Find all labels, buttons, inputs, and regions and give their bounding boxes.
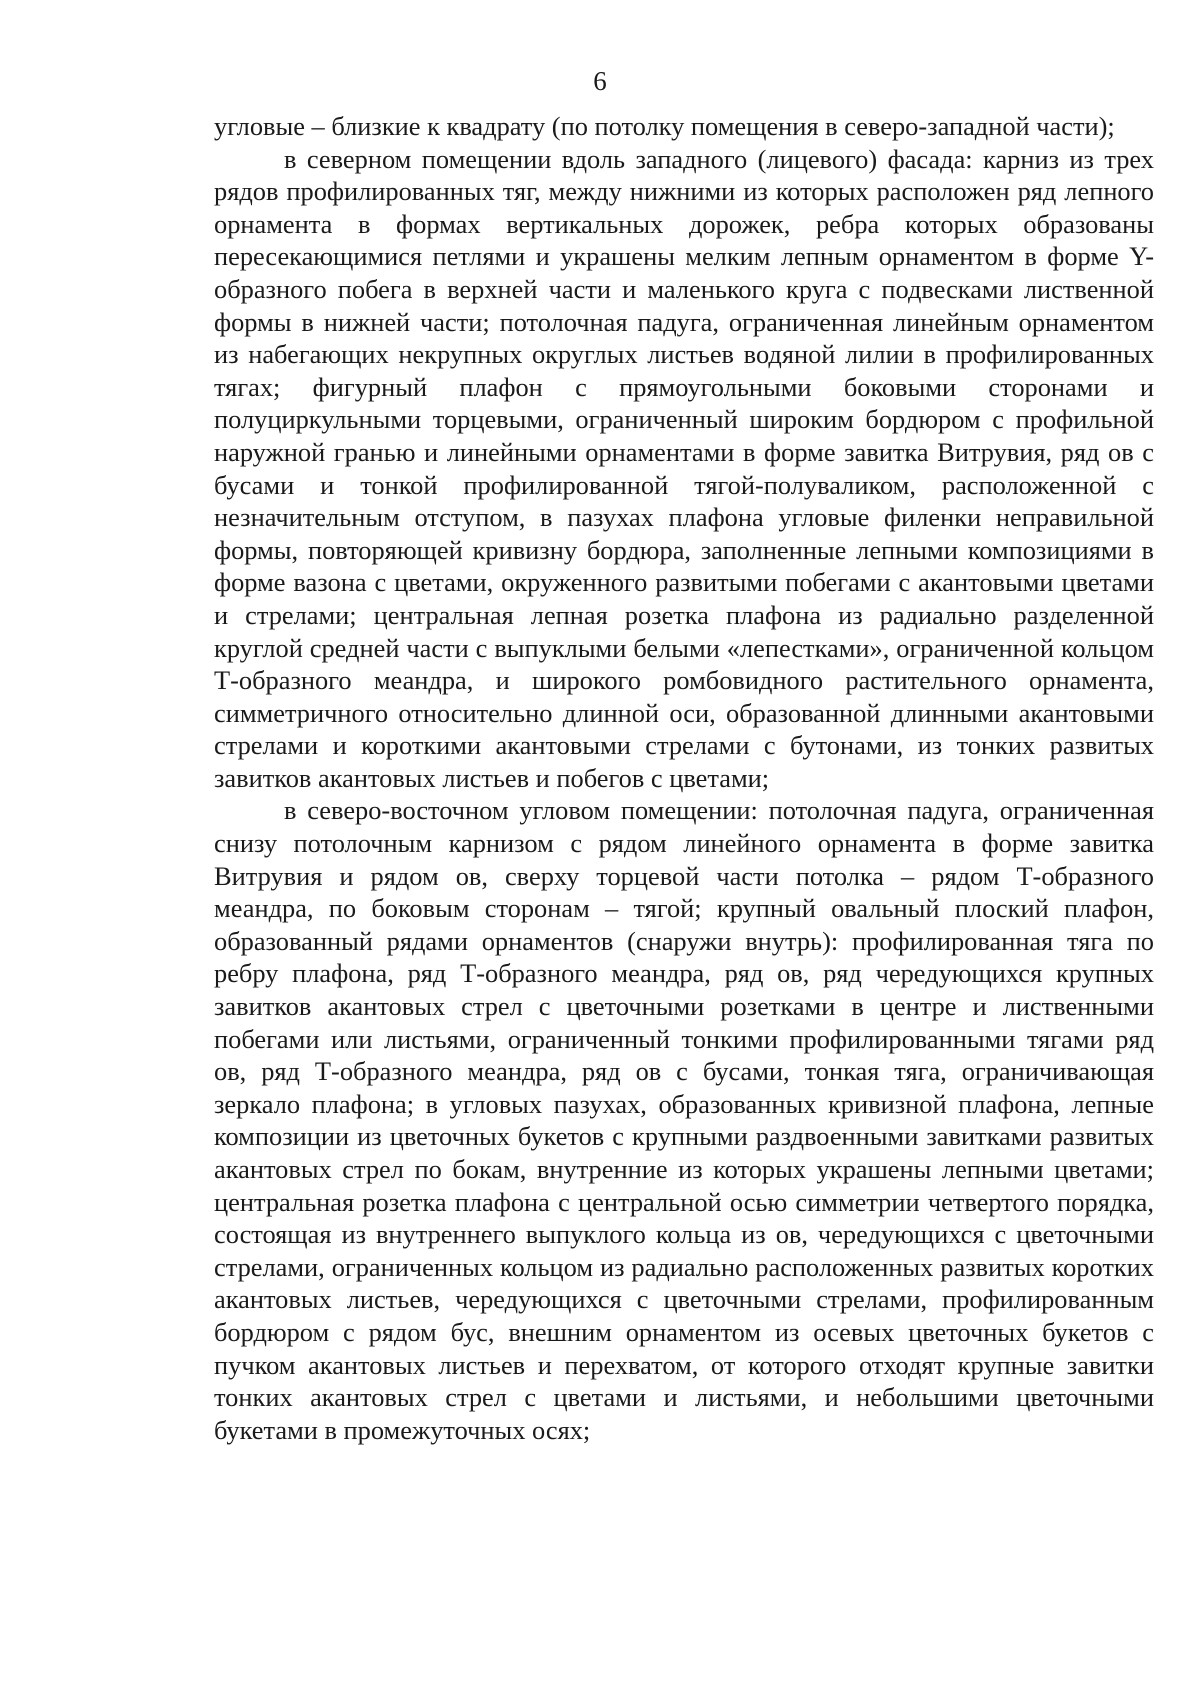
document-body bbox=[214, 110, 1154, 1446]
paragraph-northern-room: в северном помещении вдоль западного (лицевого) фасада: карниз из трех рядов профилированных тяг, между нижними из которых расположен ряд лепного орнамента в формах вертикальных дорожек, ребра которых образованы пересекающимися петлями и украшены мелким лепным орнаментом в форме Y-образного побега в верхней части и маленького круга с подвесками лиственной формы в нижней части; потолочная падуга, ограниченная линейным орнаментом из набегающих некрупных округлых листьев водяной лилии в профилированных тягах; фигурный плафон с прямоугольными боковыми сторонами и полуциркульными торцевыми, ограниченный широким бордюром с профильной наружной гранью и линейными орнаментами в форме завитка Витрувия, ряд ов с бусами и тонкой профилированной тягой-полуваликом, расположенной с незначительным отступом, в пазухах плафона угловые филенки неправильной формы, повторяющей кривизну бордюра, заполненные лепными композициями в форме вазона с цветами, окруженного развитыми побегами с акантовыми цветами и стрелами; центральная лепная розетка плафона из радиально разделенной круглой средней части с выпуклыми белыми «лепестками», ограниченной кольцом Т-образного меандра, и широкого ромбовидного растительного орнамента, симметричного относительно длинной оси, образованной длинными акантовыми стрелами и короткими акантовыми стрелами с бутонами, из тонких развитых завитков акантовых листьев и побегов с цветами; bbox=[214, 143, 1154, 793]
page-number: 6 bbox=[593, 66, 607, 96]
paragraph-continuation: угловые – близкие к квадрату (по потолку помещения в северо-западной части); bbox=[214, 111, 1115, 141]
paragraph-northeast-corner-room: в северо-восточном угловом помещении: потолочная падуга, ограниченная снизу потолочным карнизом с рядом линейного орнамента в форме завитка Витрувия и рядом ов, сверху торцевой части потолка – рядом Т-образного меандра, по боковым сторонам – тягой; крупный овальный плоский плафон, образованный рядами орнаментов (снаружи внутрь): профилированная тяга по ребру плафона, ряд Т-образного меандра, ряд ов, ряд чередующихся крупных завитков акантовых стрел с цветочными розетками в центре и лиственными побегами или листьями, ограниченный тонкими профилированными тягами ряд ов, ряд Т-образного меандра, ряд ов с бусами, тонкая тяга, ограничивающая зеркало плафона; в угловых пазухах, образованных кривизной плафона, лепные композиции из цветочных букетов с крупными раздвоенными завитками развитых акантовых стрел по бокам, внутренние из которых украшены лепными цветами; центральная розетка плафона с центральной осью симметрии четвертого порядка, состоящая из внутреннего выпуклого кольца из ов, чередующихся с цветочными стрелами, ограниченных кольцом из радиально расположенных развитых коротких акантовых листьев, чередующихся с цветочными стрелами, профилированным бордюром с рядом бус, внешним орнаментом из осевых цветочных букетов с пучком акантовых листьев и перехватом, от которого отходят крупные завитки тонких акантовых стрел с цветами и листьями, и небольшими цветочными букетами в промежуточных осях; bbox=[214, 795, 1154, 1445]
